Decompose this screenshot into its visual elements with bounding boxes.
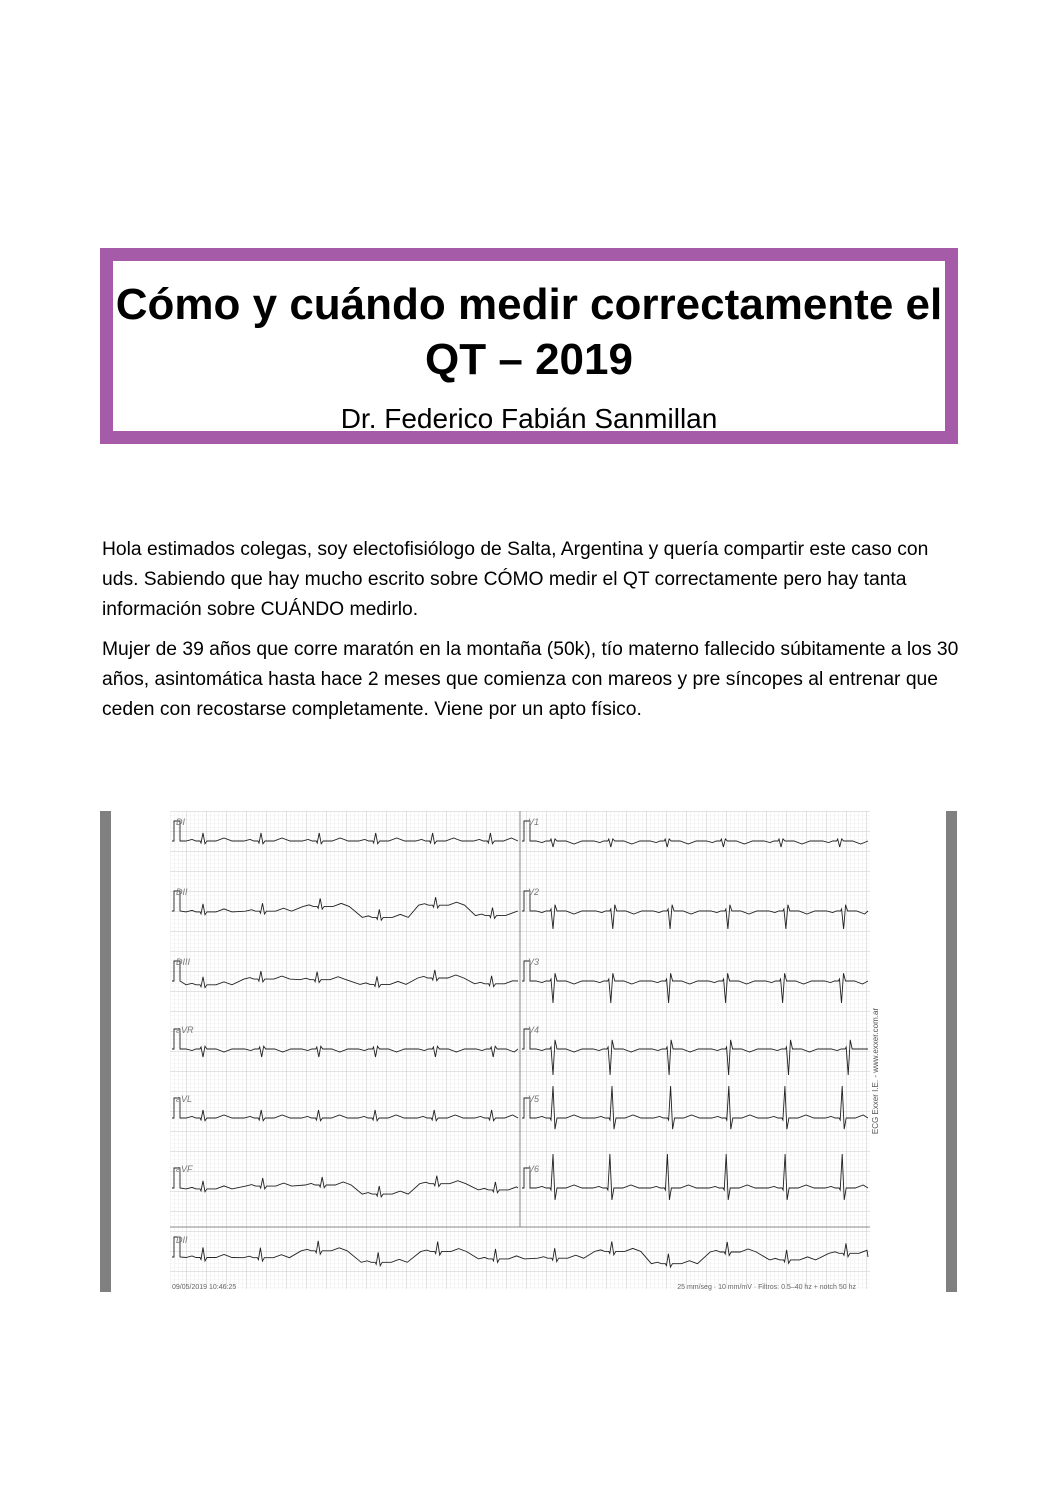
ecg-side-text: ECG Exxer I.E. - www.exxer.com.ar: [871, 1007, 880, 1135]
document-author: Dr. Federico Fabián Sanmillan: [340, 403, 718, 434]
ecg-tracing: [166, 811, 880, 1292]
ecg-lead-label-avf: aVF: [176, 1164, 193, 1174]
paragraph-case: Mujer de 39 años que corre maratón en la montaña (50k), tío materno fallecido súbitamente a los 30 años, asintomática hasta hace 2 meses que comienza con mareos y pre síncopes al entrenar que ceden con recostarse completamente. Viene por un apto físico.: [102, 639, 959, 720]
ecg-lead-label-dii: DII: [176, 887, 188, 897]
ecg-lead-label-di: DI: [176, 817, 185, 827]
ecg-lead-label-avl: aVL: [176, 1094, 193, 1104]
ecg-lead-label-v6: V6: [528, 1164, 540, 1174]
ecg-right-bar: [946, 811, 957, 1292]
ecg-lead-label-v1: V1: [528, 817, 540, 827]
ecg-lead-label-diii: DIII: [176, 957, 191, 967]
ecg-figure: [100, 811, 958, 1292]
ecg-lead-label-avr: aVR: [176, 1025, 194, 1035]
document-title: Cómo y cuándo medir correctamente el QT – 2019: [115, 280, 943, 384]
paragraph-intro: Hola estimados colegas, soy electofisiólogo de Salta, Argentina y quería compartir este caso con uds. Sabiendo que hay mucho escrito sobre CÓMO medir el QT correctamente pero hay tanta información sobre CUÁNDO medirlo.: [102, 539, 929, 620]
ecg-left-bar: [100, 811, 111, 1292]
title-box: [100, 248, 958, 444]
ecg-lead-label-v3: V3: [528, 957, 540, 967]
ecg-footer-right: 25 mm/seg · 10 mm/mV · Filtros: 0.5–40 hz + notch 50 hz: [677, 1284, 856, 1291]
ecg-lead-label-rhythm: DII: [176, 1235, 188, 1245]
ecg-footer-left: 09/05/2019 10:46:25: [172, 1284, 237, 1291]
ecg-lead-label-v2: V2: [528, 887, 540, 897]
ecg-lead-label-v4: V4: [528, 1025, 540, 1035]
body-text: [102, 535, 962, 735]
ecg-lead-label-v5: V5: [528, 1094, 540, 1104]
